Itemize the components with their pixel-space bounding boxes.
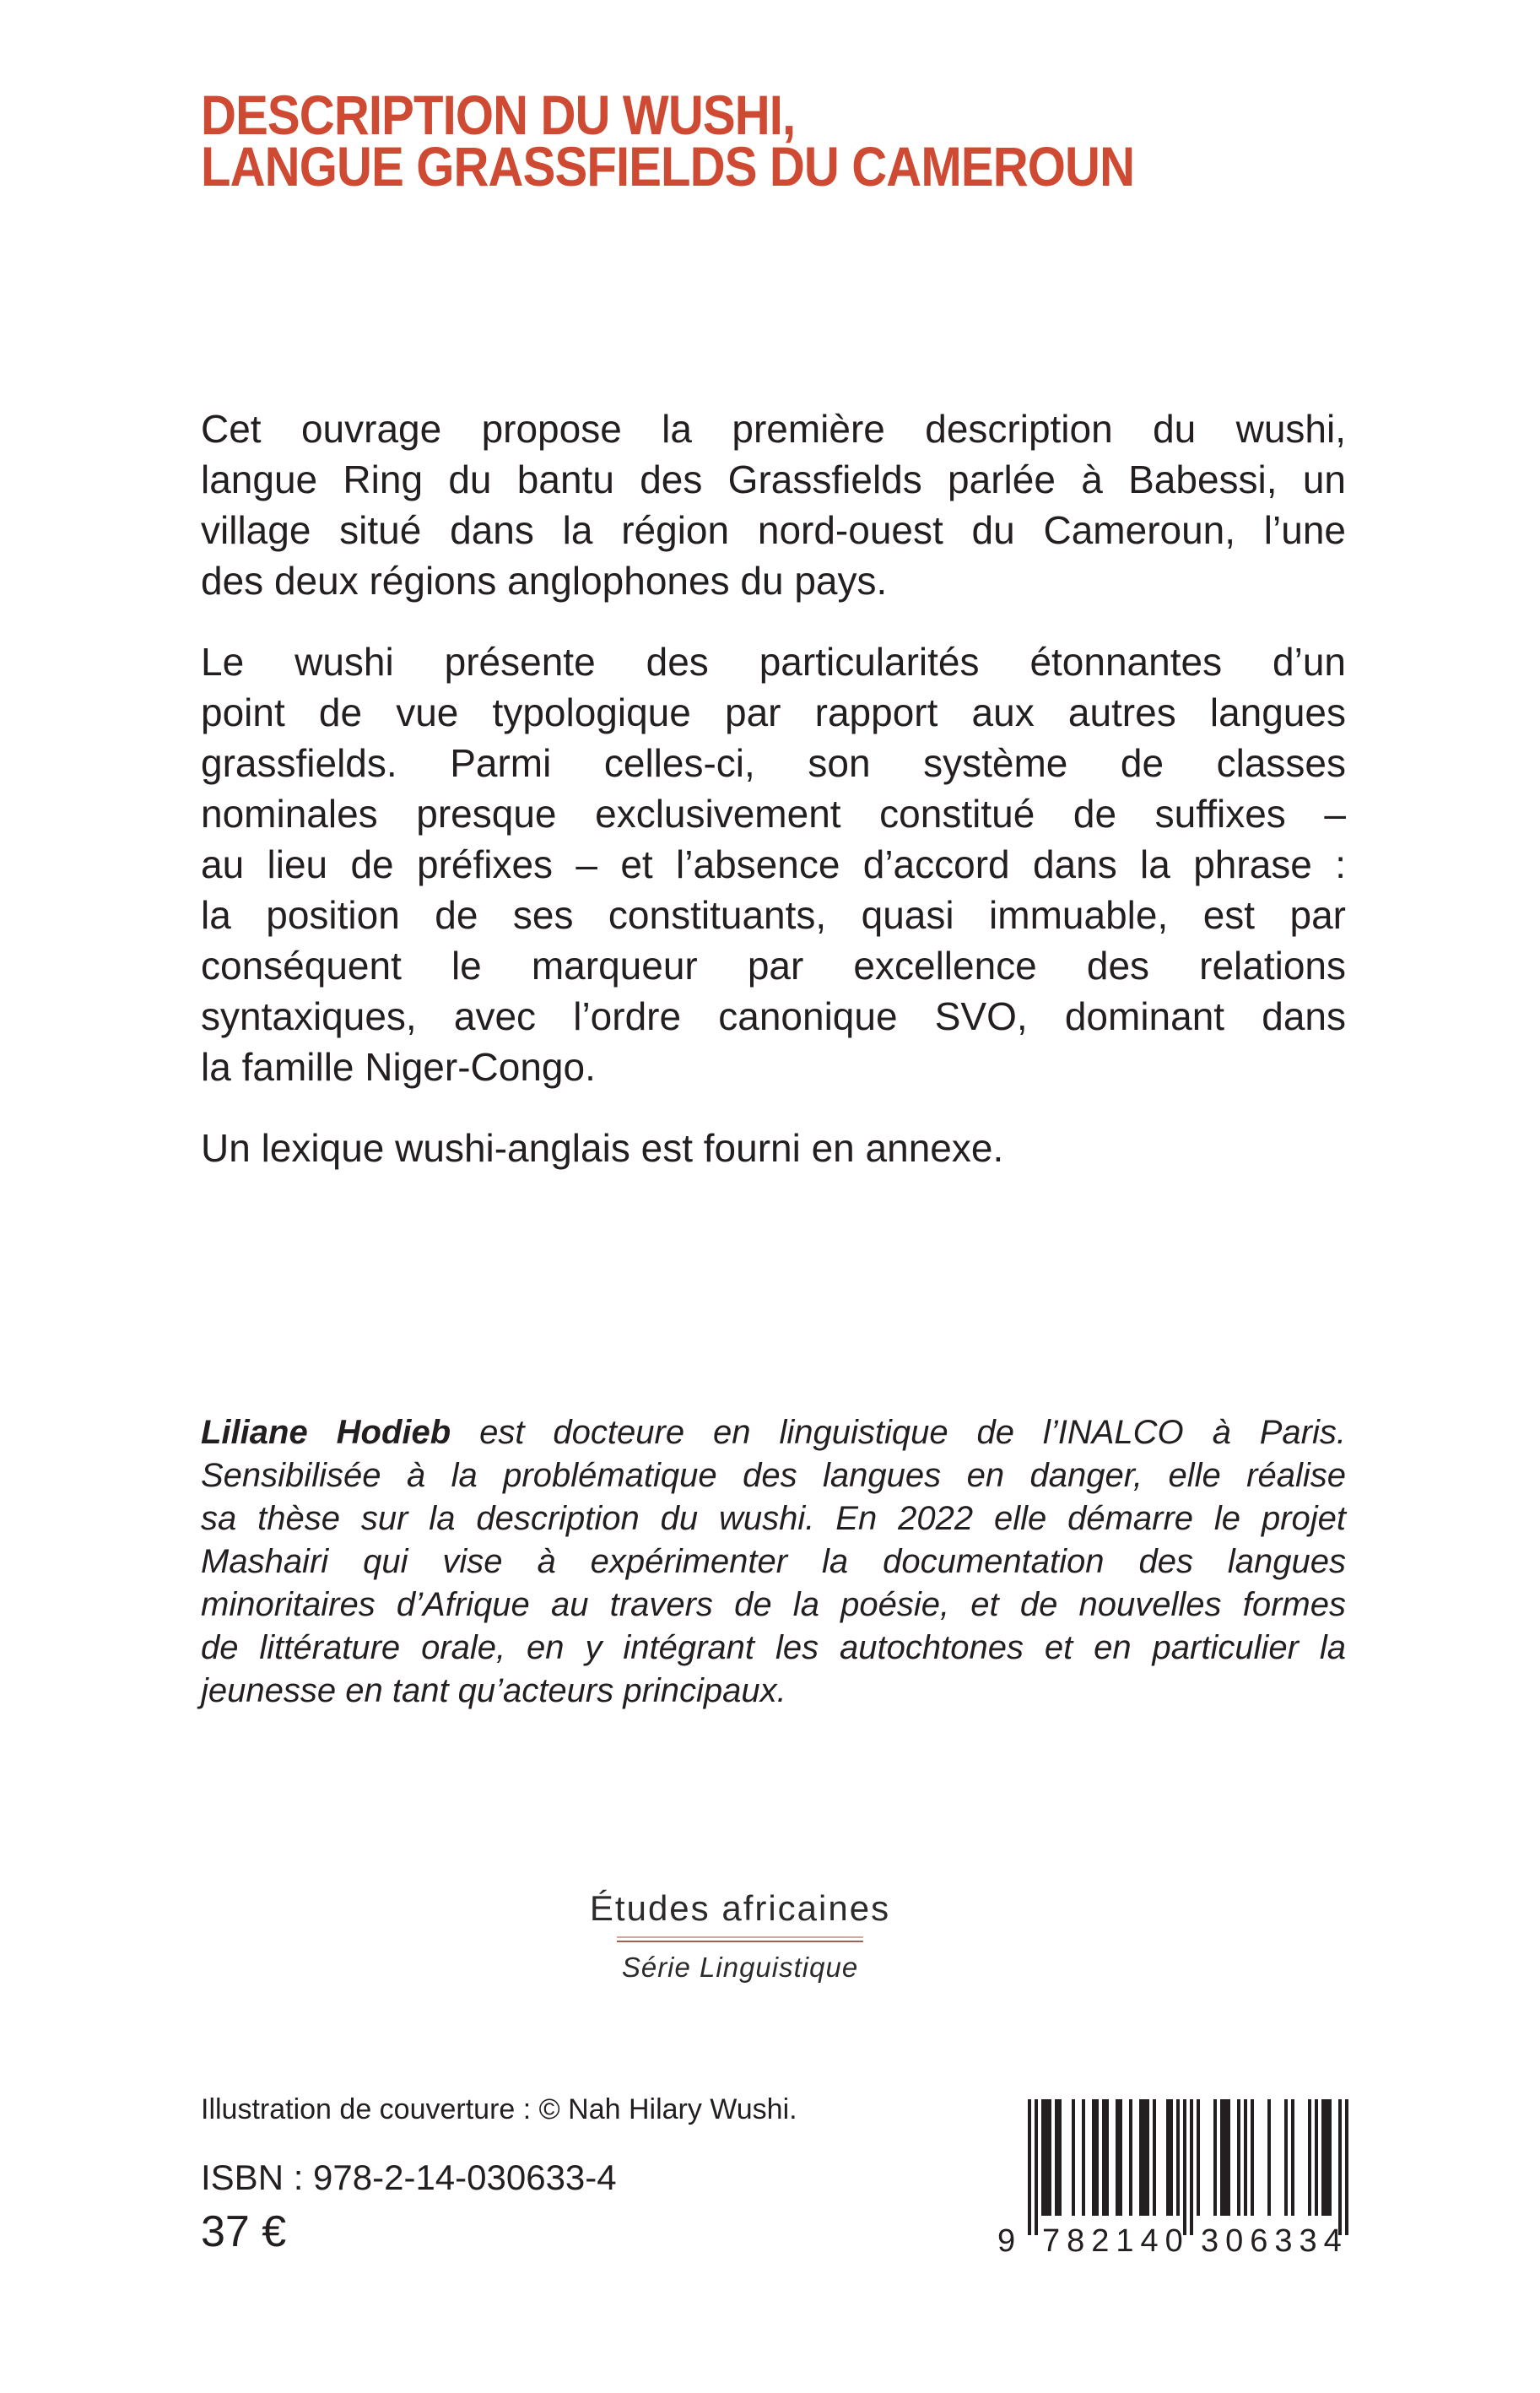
author-bio — [201, 1411, 1346, 1713]
text-line: Cet ouvrage propose la première description du wushi, — [201, 407, 1346, 451]
book-title-line2: LANGUE GRASSFIELDS DU CAMEROUN — [201, 135, 1135, 198]
text-line: Liliane Hodieb est docteure en linguistique de l’INALCO à Paris. — [201, 1414, 1346, 1451]
text-line: grassfields. Parmi celles-ci, son système de classes — [201, 741, 1346, 785]
text-line: Le wushi présente des particularités étonnantes d’un — [201, 640, 1346, 684]
text-line: point de vue typologique par rapport aux autres langues — [201, 690, 1346, 734]
text-line: des deux régions anglophones du pays. — [201, 559, 888, 603]
text-line: langue Ring du bantu des Grassfields parlée à Babessi, un — [201, 457, 1346, 501]
synopsis — [201, 403, 1346, 1204]
price: 37 € — [201, 2207, 287, 2256]
synopsis-paragraph-1 — [201, 403, 1346, 606]
series-title: Études africaines — [589, 1888, 891, 1928]
series-divider-line-bottom — [617, 1941, 863, 1942]
barcode-digit-first: 9 — [997, 2223, 1016, 2259]
text-line: Un lexique wushi-anglais est fourni en annexe. — [201, 1126, 1004, 1170]
text-line: la famille Niger-Congo. — [201, 1045, 596, 1089]
author-name: Liliane Hodieb — [201, 1414, 451, 1451]
barcode-bars — [1028, 2099, 1348, 2238]
synopsis-paragraph-2 — [201, 636, 1346, 1092]
text-line: la position de ses constituants, quasi immuable, est par — [201, 893, 1346, 937]
barcode-digits-right-group: 306334 — [1201, 2223, 1348, 2259]
text-line: village situé dans la région nord-ouest du Cameroun, l’une — [201, 508, 1346, 552]
ean13-barcode — [997, 2099, 1365, 2277]
barcode-digits-left-group: 782140 — [1042, 2223, 1190, 2259]
book-title-line1: DESCRIPTION DU WUSHI, — [201, 84, 796, 146]
text-line: Mashairi qui vise à expérimenter la documentation des langues — [201, 1543, 1346, 1580]
series-divider — [617, 1936, 863, 1942]
text-line: de littérature orale, en y intégrant les autochtones et en particulier la — [201, 1629, 1346, 1666]
text-line: nominales presque exclusivement constitué de suffixes – — [201, 792, 1346, 836]
text-line: au lieu de préfixes – et l’absence d’accord dans la phrase : — [201, 842, 1346, 886]
text-line: conséquent le marqueur par excellence des relations — [201, 944, 1346, 988]
synopsis-paragraph-3 — [201, 1123, 1346, 1173]
text-line: sa thèse sur la description du wushi. En 2022 elle démarre le projet — [201, 1500, 1346, 1537]
series-subtitle: Série Linguistique — [621, 1952, 859, 1983]
series-divider-line-top — [617, 1936, 863, 1938]
text-line: jeunesse en tant qu’acteurs principaux. — [201, 1672, 786, 1709]
text-line: Sensibilisée à la problématique des langues en danger, elle réalise — [201, 1457, 1346, 1494]
cover-illustration-credit: Illustration de couverture : © Nah Hilary Wushi. — [201, 2093, 797, 2125]
text-line: syntaxiques, avec l’ordre canonique SVO, dominant dans — [201, 994, 1346, 1038]
series-block — [590, 1887, 890, 1984]
isbn-number: ISBN : 978-2-14-030633-4 — [201, 2157, 617, 2197]
text-line: minoritaires d’Afrique au travers de la poésie, et de nouvelles formes — [201, 1586, 1346, 1623]
book-title — [201, 84, 1135, 198]
